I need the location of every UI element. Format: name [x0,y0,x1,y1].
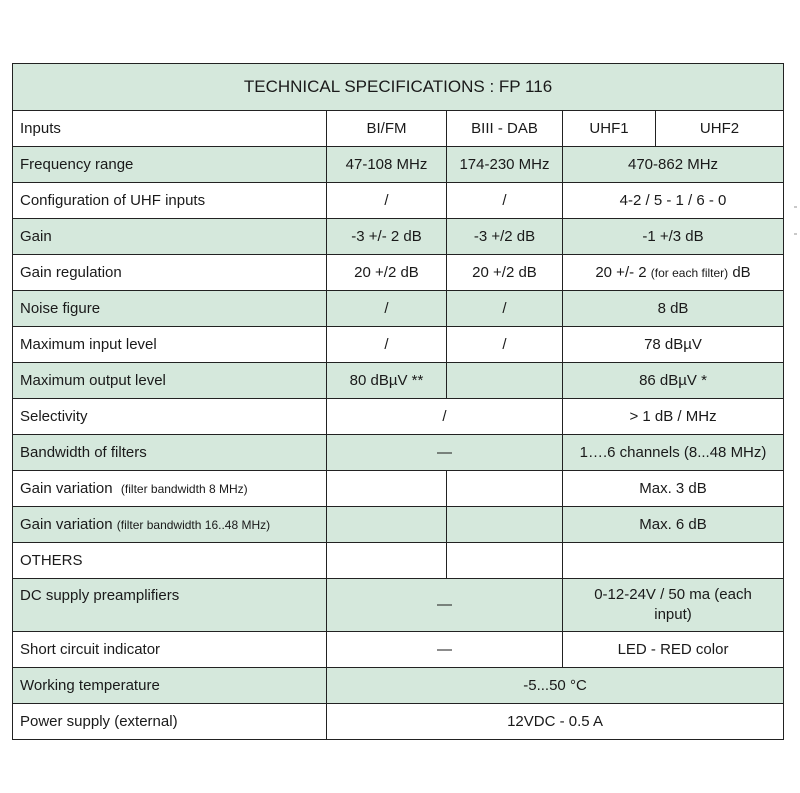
cell-uhf: 86 dBµV * [563,363,784,399]
column-header-uhf2: UHF2 [656,111,784,147]
row-label: OTHERS [13,543,327,579]
cell-uhf [563,543,784,579]
cell-uhf: 0-12-24V / 50 ma (each input) [563,579,784,632]
cell-uhf: 78 dBµV [563,327,784,363]
row-label: DC supply preamplifiers [13,579,327,632]
table-row-short-circuit [13,632,784,668]
cell-bifm: -3 +/- 2 dB [327,219,447,255]
edge-mark [794,206,797,208]
cell-dab [447,471,563,507]
table-row-max-output [13,363,784,399]
cell-uhf: 8 dB [563,291,784,327]
table-row-selectivity [13,399,784,435]
cell-bifm [327,543,447,579]
cell-uhf: 470-862 MHz [563,147,784,183]
cell-bifm: / [327,327,447,363]
row-label-main: Gain variation [20,479,113,497]
row-label: Configuration of UHF inputs [13,183,327,219]
row-label: Bandwidth of filters [13,435,327,471]
cell-bifm-dab: — [327,579,563,632]
cell-bifm: / [327,183,447,219]
table-row-bandwidth-filters [13,435,784,471]
column-header-dab: BIII - DAB [447,111,563,147]
cell-uhf [563,255,784,291]
cell-dab [447,543,563,579]
cell-all: 12VDC - 0.5 A [327,704,784,740]
table-row-configuration [13,183,784,219]
cell-bifm [327,471,447,507]
cell-bifm [327,507,447,543]
cell-uhf: -1 +/3 dB [563,219,784,255]
row-label [13,507,327,543]
table-row-noise-figure [13,291,784,327]
cell-uhf: > 1 dB / MHz [563,399,784,435]
cell-uhf: LED - RED color [563,632,784,668]
gain-regulation-value: 20 +/- 2 [595,263,647,281]
row-label: Maximum output level [13,363,327,399]
row-label-note: (filter bandwidth 8 MHz) [120,481,248,496]
cell-dab: 20 +/2 dB [447,255,563,291]
column-header-uhf1: UHF1 [563,111,656,147]
row-label: Gain [13,219,327,255]
table-row-max-input [13,327,784,363]
cell-uhf: Max. 6 dB [563,507,784,543]
row-label: Maximum input level [13,327,327,363]
row-label: Short circuit indicator [13,632,327,668]
table-row-working-temperature [13,668,784,704]
specifications-table [12,63,784,740]
row-label: Selectivity [13,399,327,435]
cell-bifm-dab: / [327,399,563,435]
row-label: Frequency range [13,147,327,183]
table-title-row [13,64,784,111]
table-row-dc-supply [13,579,784,632]
cell-dab [447,507,563,543]
row-label-note: (filter bandwidth 16..48 MHz) [116,517,271,532]
row-label [13,471,327,507]
cell-dab: / [447,291,563,327]
table-row-inputs [13,111,784,147]
row-label: Power supply (external) [13,704,327,740]
cell-bifm-dab: — [327,435,563,471]
cell-bifm: 47-108 MHz [327,147,447,183]
cell-dab: / [447,183,563,219]
cell-bifm-dab: — [327,632,563,668]
table-row-gain [13,219,784,255]
cell-uhf: 1….6 channels (8...48 MHz) [563,435,784,471]
cell-dab: 174-230 MHz [447,147,563,183]
cell-bifm: 80 dBµV ** [327,363,447,399]
cell-dab: -3 +/2 dB [447,219,563,255]
table-row-frequency-range [13,147,784,183]
cell-uhf: 4-2 / 5 - 1 / 6 - 0 [563,183,784,219]
table-row-gain-variation-16 [13,507,784,543]
cell-all: -5...50 °C [327,668,784,704]
row-label: Gain regulation [13,255,327,291]
cell-bifm: / [327,291,447,327]
cell-uhf: Max. 3 dB [563,471,784,507]
cell-dab [447,363,563,399]
column-header-bifm: BI/FM [327,111,447,147]
row-label: Working temperature [13,668,327,704]
cell-bifm: 20 +/2 dB [327,255,447,291]
edge-mark [794,233,797,235]
table-row-gain-variation-8 [13,471,784,507]
table-row-others [13,543,784,579]
gain-regulation-note: (for each filter) [650,265,729,280]
cell-dab: / [447,327,563,363]
table-row-power-supply [13,704,784,740]
table-row-gain-regulation [13,255,784,291]
row-label-main: Gain variation [20,515,113,533]
inputs-label: Inputs [13,111,327,147]
row-label: Noise figure [13,291,327,327]
table-title: TECHNICAL SPECIFICATIONS : FP 116 [13,64,784,111]
gain-regulation-unit: dB [732,263,751,281]
